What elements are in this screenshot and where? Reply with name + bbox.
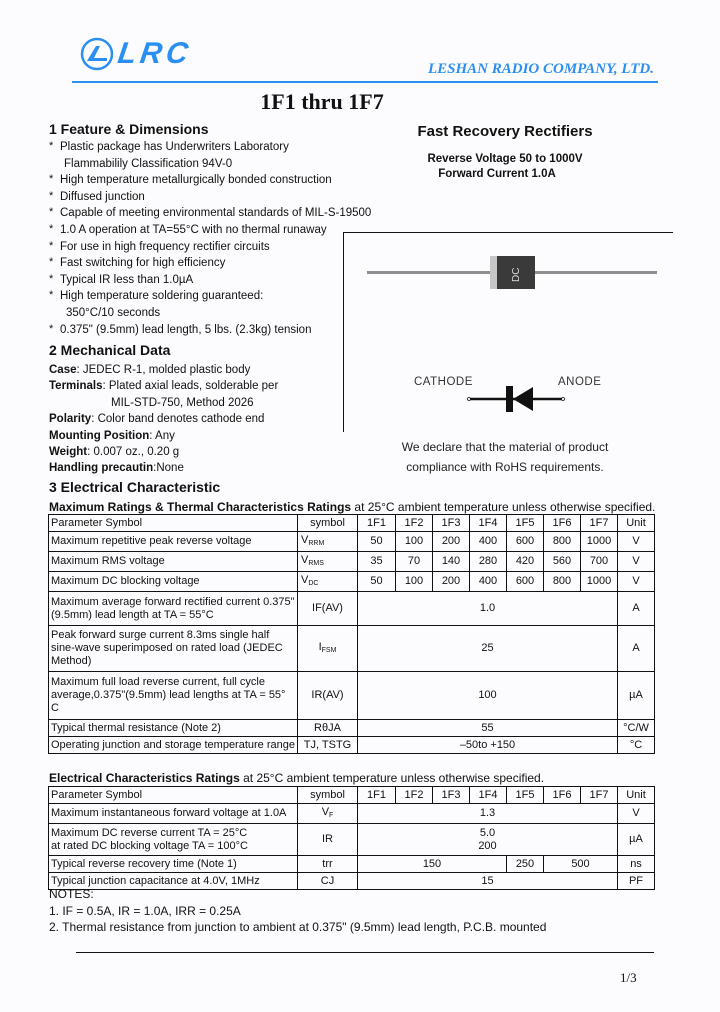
diode-lead-right <box>535 271 657 274</box>
header-cell: 1F2 <box>396 515 433 532</box>
unit-cell: V <box>618 552 655 572</box>
elec-ratings-caption <box>49 771 544 785</box>
handling-label: Handling precautin <box>49 462 154 475</box>
symbol-cell: CJ <box>298 873 358 890</box>
param-cell: Typical junction capacitance at 4.0V, 1MHz <box>49 873 298 890</box>
header-cell: symbol <box>298 787 358 804</box>
value-cell: 1.0 <box>358 592 618 626</box>
diode-symbol-icon <box>466 383 566 415</box>
unit-cell: V <box>618 804 655 824</box>
unit-cell: µA <box>618 672 655 720</box>
caption-rest: at 25°C ambient temperature unless otherwise specified. <box>239 771 545 785</box>
feature-item: * Capable of meeting environmental standards of MIL-S-19500 <box>48 205 371 222</box>
value-cell: 420 <box>507 552 544 572</box>
caption-rest: at 25°C ambient temperature unless otherwise specified. <box>351 500 656 514</box>
value-cell: 35 <box>358 552 396 572</box>
table-row <box>49 720 655 737</box>
handling-value: :None <box>153 462 184 475</box>
value-cell: 15 <box>358 873 618 890</box>
table-row <box>49 804 655 824</box>
table-row <box>49 737 655 754</box>
feature-item: * Typical IR less than 1.0µA <box>48 272 371 289</box>
feature-item: * Diffused junction <box>48 189 371 206</box>
mounting-value: : Any <box>149 429 175 442</box>
symbol-sub: FSM <box>321 646 337 654</box>
unit-cell: PF <box>618 873 655 890</box>
value-cell: 200 <box>433 572 470 592</box>
header-cell: Parameter Symbol <box>49 787 298 804</box>
weight-value: : 0.007 oz., 0.20 g <box>87 446 180 459</box>
unit-cell: A <box>618 592 655 626</box>
caption-bold: Maximum Ratings & Thermal Characteristics Ratings <box>49 500 352 514</box>
value-cell: 250 <box>507 856 544 873</box>
value-cell: –50to +150 <box>358 737 618 754</box>
symbol-cell: RθJA <box>298 720 358 737</box>
feature-item: * High temperature metallurgically bonded construction <box>48 172 371 189</box>
feature-item: * Plastic package has Underwriters Laboratory <box>48 139 371 156</box>
param-cell: Maximum instantaneous forward voltage at 1.0A <box>49 804 298 824</box>
value-cell: 600 <box>507 572 544 592</box>
param-line-2: at rated DC blocking voltage TA = 100°C <box>51 839 248 852</box>
value-cell: 400 <box>470 532 507 552</box>
header-cell: 1F4 <box>470 515 507 532</box>
feature-item: * 1.0 A operation at TA=55°C with no thermal runaway <box>48 222 371 239</box>
value-cell: 50 <box>358 532 396 552</box>
value-cell: 500 <box>544 856 618 873</box>
page-number: 1/3 <box>620 970 637 985</box>
table-row <box>49 626 655 672</box>
param-cell: Typical thermal resistance (Note 2) <box>49 720 298 737</box>
symbol-cell: IF(AV) <box>298 592 358 626</box>
feature-item: 350°C/10 seconds <box>66 306 161 319</box>
value-cell: 1.3 <box>358 804 618 824</box>
symbol-sub: DC <box>308 579 319 587</box>
max-ratings-table <box>48 514 655 754</box>
footer-divider <box>76 952 654 953</box>
table-row <box>49 532 655 552</box>
value-cell: 600 <box>507 532 544 552</box>
value-cell: 150 <box>358 856 507 873</box>
anode-label: ANODE <box>558 376 602 388</box>
table-header-row <box>49 787 655 804</box>
symbol-text: V <box>301 573 309 586</box>
symbol-text: I <box>318 640 322 653</box>
logo-text: LRC <box>115 37 195 70</box>
header-cell: Unit <box>618 787 655 804</box>
value-cell: 400 <box>470 572 507 592</box>
symbol-text: V <box>321 805 330 818</box>
header-cell: 1F1 <box>358 787 396 804</box>
note-item: 1. IF = 0.5A, IR = 1.0A, IRR = 0.25A <box>49 903 241 918</box>
value-cell: 560 <box>544 552 581 572</box>
value-cell: 140 <box>433 552 470 572</box>
product-ratings <box>340 152 670 182</box>
note-item: 2. Thermal resistance from junction to ambient at 0.375" (9.5mm) lead length, P.C.B. mounted <box>49 920 547 934</box>
param-cell: Maximum RMS voltage <box>49 552 298 572</box>
feature-item: * High temperature soldering guaranteed: <box>48 288 371 305</box>
mechanical-data <box>49 362 278 477</box>
param-cell: Peak forward surge current 8.3ms single half sine-wave superimposed on rated load (JEDEC Method) <box>49 626 298 672</box>
param-cell: Maximum DC blocking voltage <box>49 572 298 592</box>
mechanical-heading: 2 Mechanical Data <box>49 342 171 358</box>
unit-cell: A <box>618 626 655 672</box>
value-cell: 100 <box>396 532 433 552</box>
product-type: Fast Recovery Rectifiers <box>417 123 593 140</box>
rohs-declaration <box>340 437 670 477</box>
header-cell: 1F7 <box>581 787 618 804</box>
value-cell: 280 <box>470 552 507 572</box>
weight-label: Weight <box>49 446 88 459</box>
cathode-band <box>490 256 497 289</box>
max-ratings-caption <box>49 500 655 514</box>
symbol-cell <box>298 572 358 592</box>
forward-current: Forward Current 1.0A <box>438 168 556 180</box>
reverse-voltage: Reverse Voltage 50 to 1000V <box>427 153 583 165</box>
polarity-value: : Color band denotes cathode end <box>91 413 265 426</box>
feature-item: * 0.375" (9.5mm) lead length, 5 lbs. (2.3kg) tension <box>48 322 371 339</box>
header-cell: 1F5 <box>507 787 544 804</box>
header-cell: Unit <box>618 515 655 532</box>
header-cell: 1F2 <box>396 787 433 804</box>
case-value: : JEDEC R-1, molded plastic body <box>76 364 251 376</box>
value-cell: 100 <box>358 672 618 720</box>
value-cell: 70 <box>396 552 433 572</box>
param-cell: Typical reverse recovery time (Note 1) <box>49 856 298 873</box>
value-cell <box>358 824 618 856</box>
header-cell: 1F5 <box>507 515 544 532</box>
document-title: 1F1 thru 1F7 <box>260 89 384 114</box>
header-cell: 1F6 <box>544 515 581 532</box>
package-marking: DC <box>511 267 522 282</box>
feature-item: * Fast switching for high efficiency <box>48 255 371 272</box>
value-cell: 700 <box>581 552 618 572</box>
symbol-cell <box>298 804 358 824</box>
header-divider <box>72 81 658 83</box>
table-row <box>49 572 655 592</box>
symbol-cell: IR <box>298 824 358 856</box>
header-cell: 1F1 <box>358 515 396 532</box>
terminals-label: Terminals <box>49 380 103 393</box>
value-cell: 800 <box>544 572 581 592</box>
unit-cell: ns <box>618 856 655 873</box>
notes <box>49 886 546 936</box>
value-cell: 1000 <box>581 572 618 592</box>
header-cell: symbol <box>298 515 358 532</box>
unit-cell: °C/W <box>618 720 655 737</box>
value-cell: 800 <box>544 532 581 552</box>
header-cell: 1F3 <box>433 515 470 532</box>
table-row <box>49 856 655 873</box>
table-row <box>49 592 655 626</box>
unit-cell: V <box>618 532 655 552</box>
unit-cell: µA <box>618 824 655 856</box>
terminals-value-cont: MIL-STD-750, Method 2026 <box>111 396 254 409</box>
elec-ratings-table <box>48 786 655 890</box>
symbol-text: V <box>301 553 309 566</box>
symbol-sub: F <box>329 811 334 819</box>
feature-item: * For use in high frequency rectifier circuits <box>48 239 371 256</box>
table-row <box>49 672 655 720</box>
caption-bold: Electrical Characteristics Ratings <box>49 771 240 785</box>
company-logo <box>80 36 195 72</box>
rohs-line-2: compliance with RoHS requirements. <box>406 460 604 474</box>
param-cell: Operating junction and storage temperature range <box>49 737 298 754</box>
rohs-line-1: We declare that the material of product <box>401 440 609 454</box>
symbol-sub: RRM <box>308 539 325 547</box>
terminals-value: : Plated axial leads, solderable per <box>102 380 279 393</box>
table-header-row <box>49 515 655 532</box>
header-cell: 1F6 <box>544 787 581 804</box>
diode-lead-left <box>367 271 490 274</box>
features-heading: 1 Feature & Dimensions <box>49 121 209 137</box>
company-name: LESHAN RADIO COMPANY, LTD. <box>427 61 654 77</box>
features-list <box>48 139 371 338</box>
value-cell: 50 <box>358 572 396 592</box>
table-row <box>49 552 655 572</box>
param-cell: Maximum repetitive peak reverse voltage <box>49 532 298 552</box>
param-cell: Maximum average forward rectified current 0.375" (9.5mm) lead length at TA = 55°C <box>49 592 298 626</box>
header-cell: 1F4 <box>470 787 507 804</box>
symbol-sub: RMS <box>308 559 324 567</box>
value-cell: 100 <box>396 572 433 592</box>
param-cell: Maximum full load reverse current, full cycle average,0.375"(9.5mm) lead lengths at TA = 55° C <box>49 672 298 720</box>
symbol-cell: trr <box>298 856 358 873</box>
mounting-label: Mounting Position <box>49 429 150 442</box>
value-line-2: 200 <box>478 839 497 852</box>
feature-item: Flammabilily Classification 94V-0 <box>64 157 233 170</box>
value-cell: 55 <box>358 720 618 737</box>
symbol-cell: IR(AV) <box>298 672 358 720</box>
cathode-label: CATHODE <box>414 376 473 388</box>
symbol-text: V <box>301 533 309 546</box>
symbol-cell: TJ, TSTG <box>298 737 358 754</box>
header-cell: 1F3 <box>433 787 470 804</box>
table-row <box>49 824 655 856</box>
symbol-cell <box>298 532 358 552</box>
value-cell: 200 <box>433 532 470 552</box>
electrical-heading: 3 Electrical Characteristic <box>49 479 221 495</box>
value-cell: 1000 <box>581 532 618 552</box>
notes-heading: NOTES: <box>49 887 94 901</box>
unit-cell: °C <box>618 737 655 754</box>
symbol-cell <box>298 626 358 672</box>
lrc-logo-icon <box>80 37 114 71</box>
header-cell: 1F7 <box>581 515 618 532</box>
value-line-1: 5.0 <box>479 826 496 839</box>
case-label: Case <box>49 364 77 376</box>
symbol-cell <box>298 552 358 572</box>
param-cell <box>49 824 298 856</box>
header-cell: Parameter Symbol <box>49 515 298 532</box>
polarity-label: Polarity <box>49 413 92 426</box>
value-cell: 25 <box>358 626 618 672</box>
unit-cell: V <box>618 572 655 592</box>
param-line-1: Maximum DC reverse current TA = 25°C <box>51 826 248 839</box>
